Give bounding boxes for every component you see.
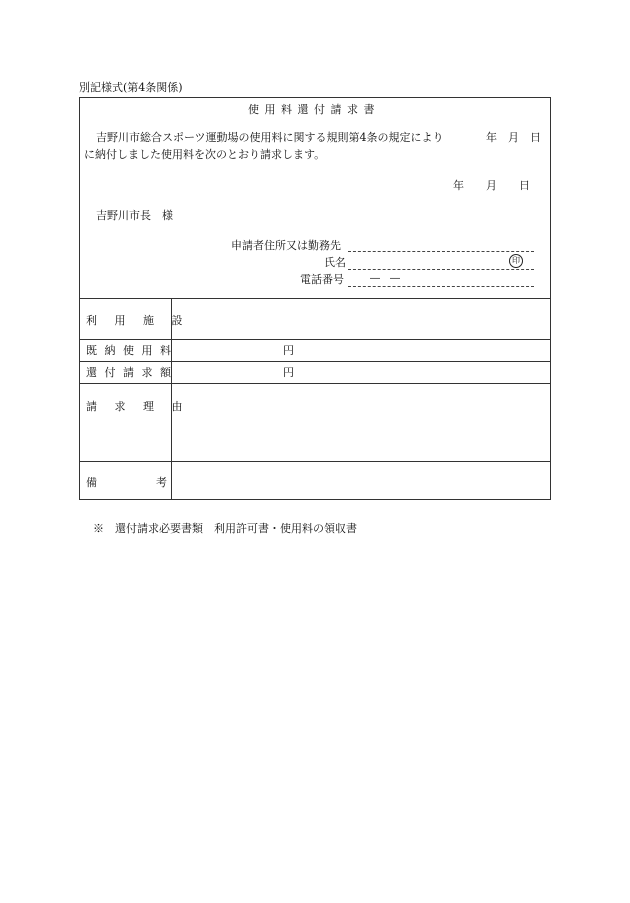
phone-label: 電話番号 bbox=[300, 273, 344, 286]
table-divider bbox=[79, 383, 551, 384]
table-divider bbox=[79, 361, 551, 362]
table-divider bbox=[79, 298, 551, 299]
applicant-name-label: 氏名 bbox=[324, 256, 346, 269]
remarks-label-start: 備 bbox=[86, 476, 97, 489]
remarks-label-end: 考 bbox=[156, 476, 167, 489]
footnote: ※ 還付請求必要書類 利用許可書・使用料の領収書 bbox=[93, 522, 357, 535]
form-caption: 別記様式(第4条関係) bbox=[79, 81, 183, 94]
form-body-line-1: 吉野川市総合スポーツ運動場の使用料に関する規則第4条の規定により bbox=[96, 131, 444, 144]
addressee: 吉野川市長 様 bbox=[96, 209, 173, 222]
phone-dashes: ― ― bbox=[370, 273, 400, 284]
table-divider bbox=[79, 339, 551, 340]
form-body-line-2: に納付しました使用料を次のとおり請求します。 bbox=[84, 148, 326, 161]
form-title: 使 用 料 還 付 請 求 書 bbox=[248, 103, 376, 116]
remarks-field[interactable] bbox=[175, 466, 547, 496]
reason-label: 請 求 理 由 bbox=[86, 400, 190, 413]
applicant-name-line[interactable] bbox=[348, 269, 534, 270]
table-divider bbox=[79, 461, 551, 462]
form-body-date: 年 月 日 bbox=[486, 131, 541, 144]
paid-fee-label: 既 納 使 用 料 bbox=[86, 344, 173, 357]
reason-field[interactable] bbox=[175, 388, 547, 456]
table-column-divider bbox=[171, 298, 172, 500]
date-line: 年 月 日 bbox=[453, 179, 530, 192]
facility-field[interactable] bbox=[175, 305, 547, 335]
refund-amount-unit: 円 bbox=[283, 366, 294, 379]
refund-amount-label: 還 付 請 求 額 bbox=[86, 366, 173, 379]
paid-fee-unit: 円 bbox=[283, 344, 294, 357]
facility-label: 利 用 施 設 bbox=[86, 314, 190, 327]
seal-mark: 印 bbox=[509, 254, 523, 268]
applicant-address-line[interactable] bbox=[348, 251, 534, 252]
phone-line[interactable] bbox=[348, 286, 534, 287]
applicant-address-label: 申請者住所又は勤務先 bbox=[231, 239, 341, 252]
